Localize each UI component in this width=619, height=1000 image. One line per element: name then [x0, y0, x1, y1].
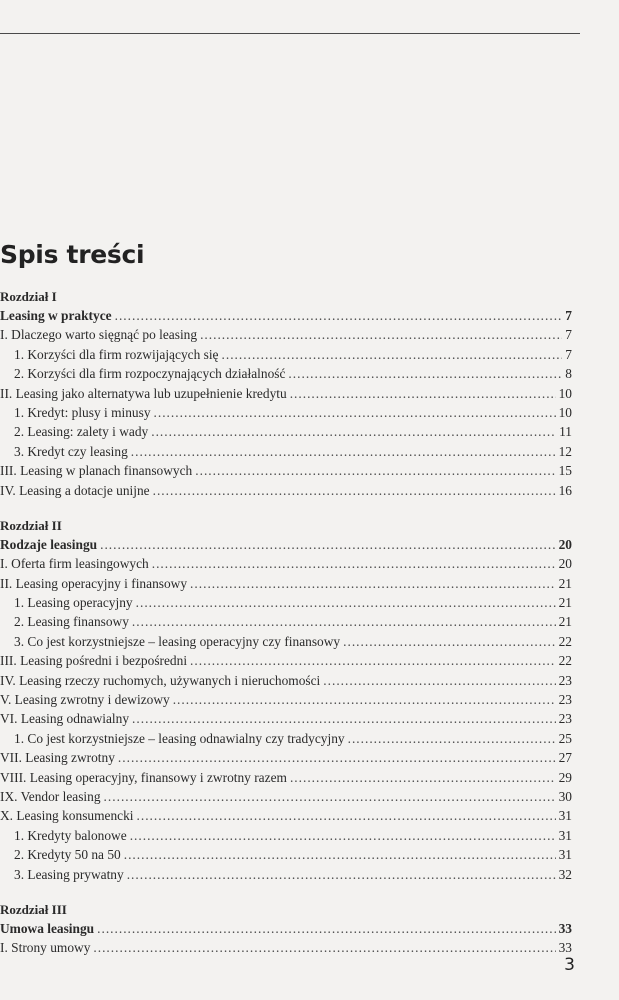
page-number: 3 — [564, 955, 575, 975]
entry-page-number: 20 — [558, 536, 572, 552]
entry-page-number: 21 — [558, 575, 572, 591]
entry-page-number: 8 — [565, 366, 572, 382]
toc-section — [0, 938, 572, 957]
dot-leader — [290, 768, 556, 787]
chapter-label: Rozdział I — [0, 289, 57, 304]
dot-leader — [97, 919, 555, 938]
toc-subsection — [0, 422, 572, 441]
entry-page-number: 10 — [558, 404, 572, 420]
toc-section — [0, 768, 572, 787]
entry-title: Rodzaje leasingu — [0, 536, 98, 552]
entry-title: 1. Leasing operacyjny — [14, 595, 133, 611]
entry-title: V. Leasing zwrotny i dewizowy — [0, 692, 170, 708]
dot-leader — [290, 384, 556, 403]
entry-page-number: 10 — [558, 385, 572, 401]
entry-title: I. Oferta firm leasingowych — [0, 556, 149, 572]
entry-page-number: 7 — [565, 327, 572, 343]
dot-leader — [152, 554, 556, 573]
entry-page-number: 7 — [565, 308, 572, 323]
entry-page-number: 12 — [558, 443, 572, 459]
dot-leader — [104, 787, 556, 806]
toc-subsection — [0, 612, 572, 631]
entry-page-number: 25 — [558, 730, 572, 746]
dot-leader — [132, 709, 556, 728]
entry-page-number: 27 — [558, 750, 572, 766]
entry-page-number: 33 — [558, 920, 572, 936]
dot-leader — [127, 865, 556, 884]
entry-page-number: 21 — [558, 614, 572, 630]
toc-section — [0, 671, 572, 690]
dot-leader — [132, 612, 556, 631]
entry-title: Leasing w praktyce — [0, 308, 112, 323]
toc-chapter — [0, 516, 572, 884]
toc-section — [0, 554, 572, 573]
entry-title: 2. Leasing finansowy — [14, 614, 129, 630]
dot-leader — [130, 826, 556, 845]
dot-leader — [200, 325, 562, 344]
entry-page-number: 21 — [558, 595, 572, 611]
toc-section — [0, 748, 572, 767]
toc-section — [0, 709, 572, 728]
dot-leader — [222, 345, 563, 364]
toc-section — [0, 574, 572, 593]
toc-chapter — [0, 287, 572, 500]
toc-chapter — [0, 900, 572, 958]
entry-title: VI. Leasing odnawialny — [0, 711, 130, 727]
dot-leader — [151, 422, 556, 441]
entry-title: I. Dlaczego warto sięgnąć po leasing — [0, 327, 198, 343]
dot-leader — [348, 729, 556, 748]
toc-subsection — [0, 632, 572, 651]
entry-page-number: 16 — [558, 482, 572, 498]
table-of-contents — [0, 287, 572, 974]
entry-page-number: 31 — [558, 827, 572, 843]
toc-section — [0, 384, 572, 403]
toc-subsection — [0, 364, 572, 383]
toc-subsection — [0, 593, 572, 612]
dot-leader — [93, 938, 555, 957]
entry-title: IV. Leasing rzeczy ruchomych, używanych i nieruchomości — [0, 672, 321, 688]
toc-subsection — [0, 826, 572, 845]
entry-title: 2. Leasing: zalety i wady — [14, 424, 149, 440]
entry-title: 3. Kredyt czy leasing — [14, 443, 128, 459]
dot-leader — [100, 535, 556, 554]
entry-title: 1. Kredyty balonowe — [14, 827, 127, 843]
header-rule — [0, 33, 580, 34]
entry-page-number: 23 — [558, 711, 572, 727]
entry-page-number: 30 — [558, 788, 572, 804]
entry-page-number: 20 — [558, 556, 572, 572]
entry-title: 3. Leasing prywatny — [14, 866, 124, 882]
entry-title: VIII. Leasing operacyjny, finansowy i zwrotny razem — [0, 769, 287, 785]
dot-leader — [343, 632, 555, 651]
toc-chapter-title — [0, 919, 572, 938]
entry-page-number: 11 — [559, 424, 572, 440]
toc-subsection — [0, 442, 572, 461]
entry-page-number: 29 — [558, 769, 572, 785]
entry-page-number: 7 — [565, 346, 572, 362]
dot-leader — [173, 690, 556, 709]
toc-section — [0, 651, 572, 670]
entry-page-number: 22 — [558, 653, 572, 669]
toc-subsection — [0, 845, 572, 864]
toc-section — [0, 787, 572, 806]
entry-title: VII. Leasing zwrotny — [0, 750, 115, 766]
toc-subsection — [0, 403, 572, 422]
dot-leader — [115, 306, 563, 325]
toc-subsection — [0, 729, 572, 748]
dot-leader — [118, 748, 556, 767]
entry-title: III. Leasing pośredni i bezpośredni — [0, 653, 188, 669]
entry-page-number: 31 — [558, 808, 572, 824]
entry-page-number: 23 — [558, 672, 572, 688]
toc-section — [0, 690, 572, 709]
entry-page-number: 15 — [558, 463, 572, 479]
dot-leader — [136, 593, 556, 612]
entry-title: 2. Korzyści dla firm rozpoczynających działalność — [14, 366, 286, 382]
chapter-label: Rozdział II — [0, 517, 62, 533]
page-title: Spis treści — [0, 240, 145, 269]
entry-page-number: 31 — [558, 847, 572, 863]
toc-section — [0, 325, 572, 344]
entry-title: II. Leasing operacyjny i finansowy — [0, 575, 188, 591]
toc-section — [0, 806, 572, 825]
dot-leader — [190, 651, 556, 670]
dot-leader — [288, 364, 562, 383]
entry-title: 2. Kredyty 50 na 50 — [14, 847, 121, 863]
entry-title: 1. Co jest korzystniejsze – leasing odnawialny czy tradycyjny — [14, 730, 345, 746]
chapter-label: Rozdział III — [0, 901, 67, 917]
entry-title: IX. Vendor leasing — [0, 788, 101, 804]
entry-page-number: 22 — [558, 633, 572, 649]
toc-chapter-title — [0, 306, 572, 325]
entry-title: IV. Leasing a dotacje unijne — [0, 482, 150, 498]
dot-leader — [154, 403, 556, 422]
entry-title: Umowa leasingu — [0, 920, 95, 936]
toc-chapter-title — [0, 535, 572, 554]
entry-page-number: 32 — [558, 866, 572, 882]
toc-section — [0, 481, 572, 500]
entry-title: III. Leasing w planach finansowych — [0, 463, 193, 479]
toc-subsection — [0, 865, 572, 884]
toc-section — [0, 461, 572, 480]
dot-leader — [124, 845, 556, 864]
dot-leader — [131, 442, 556, 461]
entry-title: 1. Korzyści dla firm rozwijających się — [14, 346, 219, 362]
entry-title: 3. Co jest korzystniejsze – leasing operacyjny czy finansowy — [14, 633, 341, 649]
toc-subsection — [0, 345, 572, 364]
dot-leader — [195, 461, 555, 480]
dot-leader — [137, 806, 556, 825]
entry-page-number: 33 — [558, 940, 572, 956]
entry-title: X. Leasing konsumencki — [0, 808, 134, 824]
entry-title: I. Strony umowy — [0, 940, 91, 956]
entry-page-number: 23 — [558, 692, 572, 708]
dot-leader — [153, 481, 556, 500]
dot-leader — [190, 574, 556, 593]
dot-leader — [323, 671, 555, 690]
entry-title: II. Leasing jako alternatywa lub uzupełnienie kredytu — [0, 385, 287, 401]
entry-title: 1. Kredyt: plusy i minusy — [14, 404, 151, 420]
